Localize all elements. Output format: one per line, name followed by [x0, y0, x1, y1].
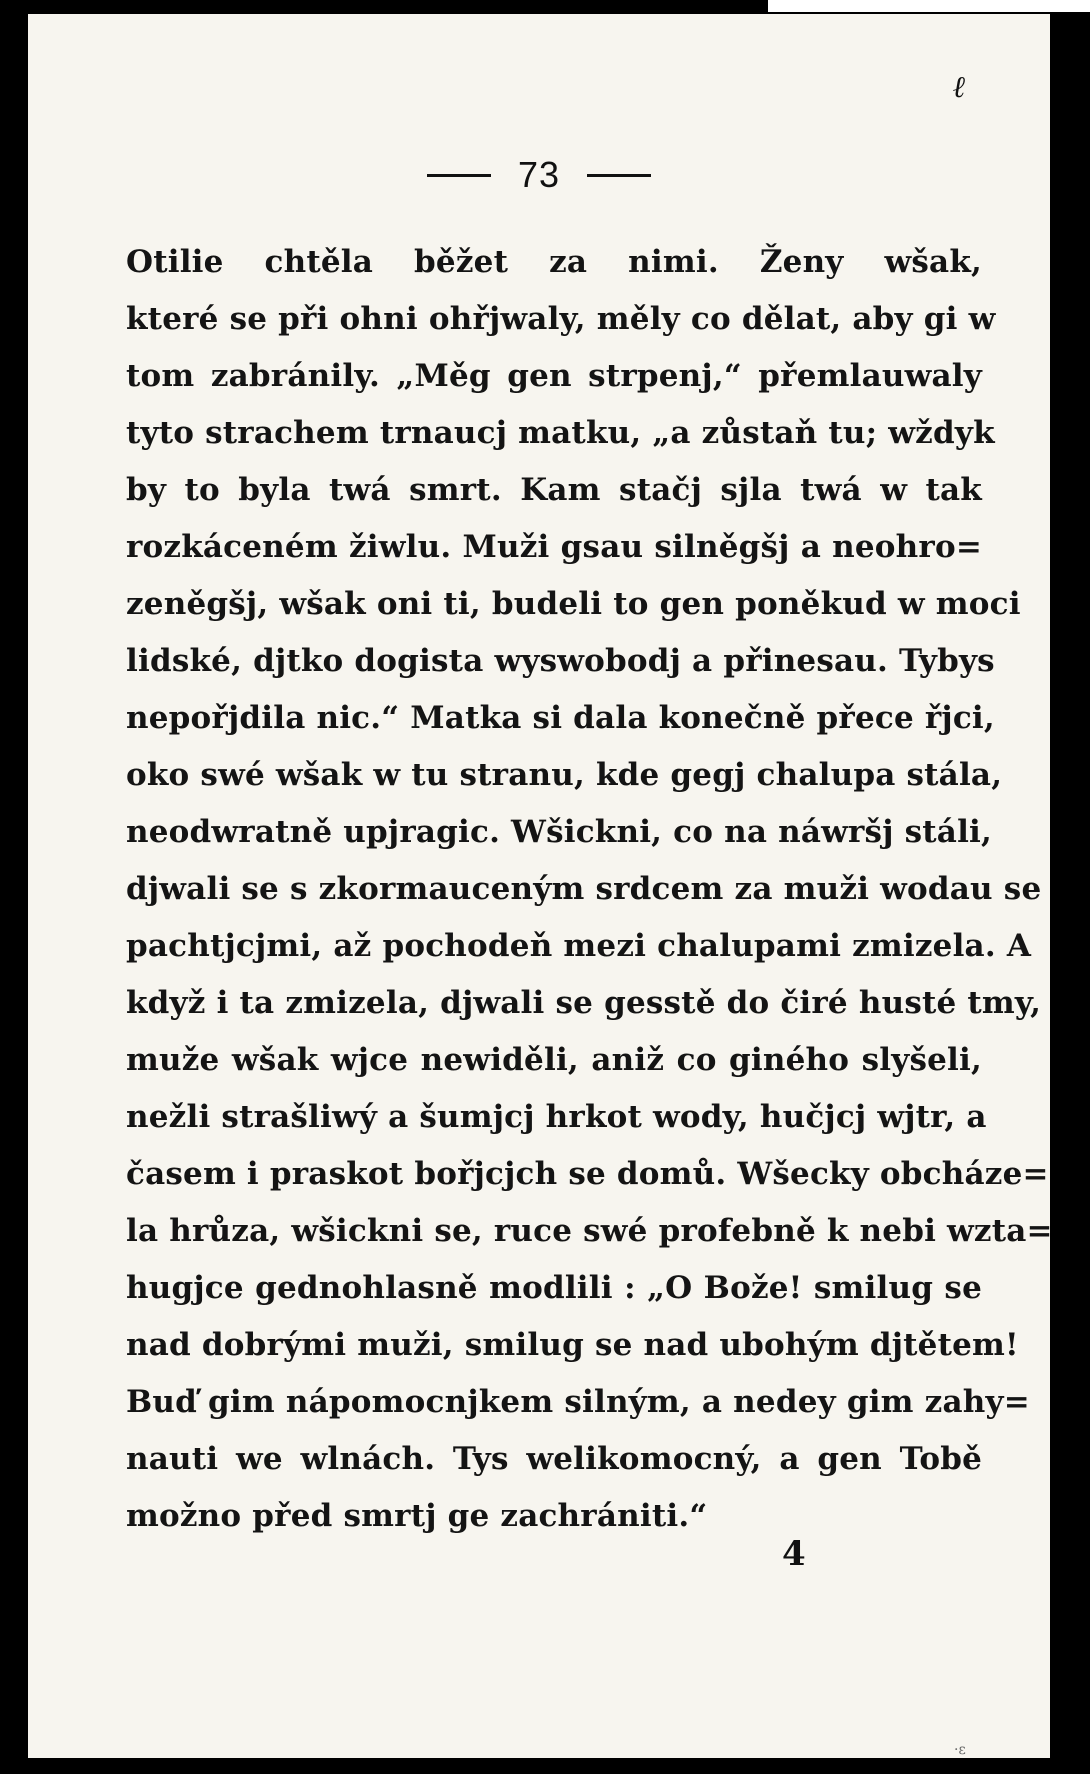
text-line: la hrůza, wšickni se, ruce swé profebně k nebi wzta=	[126, 1213, 1053, 1249]
text-line: Buď gim nápomocnjkem silným, a nedey gim zahy=	[126, 1384, 1030, 1420]
text-line: nežli strašliwý a šumjcj hrkot wody, hučjcj wjtr, a	[126, 1099, 987, 1135]
text-line: tom zabránily. „Měg gen strpenj,“ přemlauwaly	[126, 358, 982, 394]
right-dash	[587, 174, 651, 177]
text-line: nad dobrými muži, smilug se nad ubohým djtětem!	[126, 1327, 1019, 1363]
scan-speck: ·ε	[954, 1742, 966, 1758]
text-line: hugjce gednohlasně modlili : „O Bože! smilug se	[126, 1270, 982, 1306]
text-line: lidské, djtko dogista wyswobodj a přinesau. Tybys	[126, 643, 995, 679]
signature-mark: 4	[782, 1534, 806, 1574]
body-text	[126, 234, 1053, 1545]
page-header	[28, 154, 1050, 204]
text-line: které se při ohni ohřjwaly, měly co dělat, aby gi w	[126, 301, 996, 337]
text-line: neodwratně upjragic. Wšickni, co na náwršj stáli,	[126, 814, 993, 850]
text-line: oko swé wšak w tu stranu, kde gegj chalupa stála,	[126, 757, 1003, 793]
text-line: pachtjcjmi, až pochodeň mezi chalupami zmizela. A	[126, 928, 1032, 964]
scan-edge	[768, 0, 1090, 12]
text-line: muže wšak wjce newiděli, aniž co giného slyšeli,	[126, 1042, 982, 1078]
text-line: by to byla twá smrt. Kam stačj sjla twá w tak	[126, 472, 982, 508]
corner-pencil-mark: ℓ	[953, 70, 966, 105]
text-line: rozkáceném žiwlu. Muži gsau silněgšj a neohro=	[126, 529, 982, 565]
text-line: časem i praskot bořjcjch se domů. Wšecky obcháze=	[126, 1156, 1049, 1192]
book-page	[28, 14, 1053, 1758]
text-line: tyto strachem trnaucj matku, „a zůstaň tu; wždyk	[126, 415, 995, 451]
left-dash	[427, 174, 491, 177]
text-line: když i ta zmizela, djwali se gesstě do čiré husté tmy,	[126, 985, 1042, 1021]
text-line: djwali se s zkormauceným srdcem za muži wodau se	[126, 871, 1042, 907]
text-line: možno před smrtj ge zachrániti.“	[126, 1498, 708, 1534]
text-line: Otilie chtěla běžet za nimi. Ženy wšak,	[126, 244, 982, 280]
text-line: nauti we wlnách. Tys welikomocný, a gen Tobě	[126, 1441, 982, 1477]
page-number: 73	[517, 154, 561, 195]
text-line: nepořjdila nic.“ Matka si dala konečně přece řjci,	[126, 700, 995, 736]
text-line: zeněgšj, wšak oni ti, budeli to gen poněkud w moci	[126, 586, 1021, 622]
